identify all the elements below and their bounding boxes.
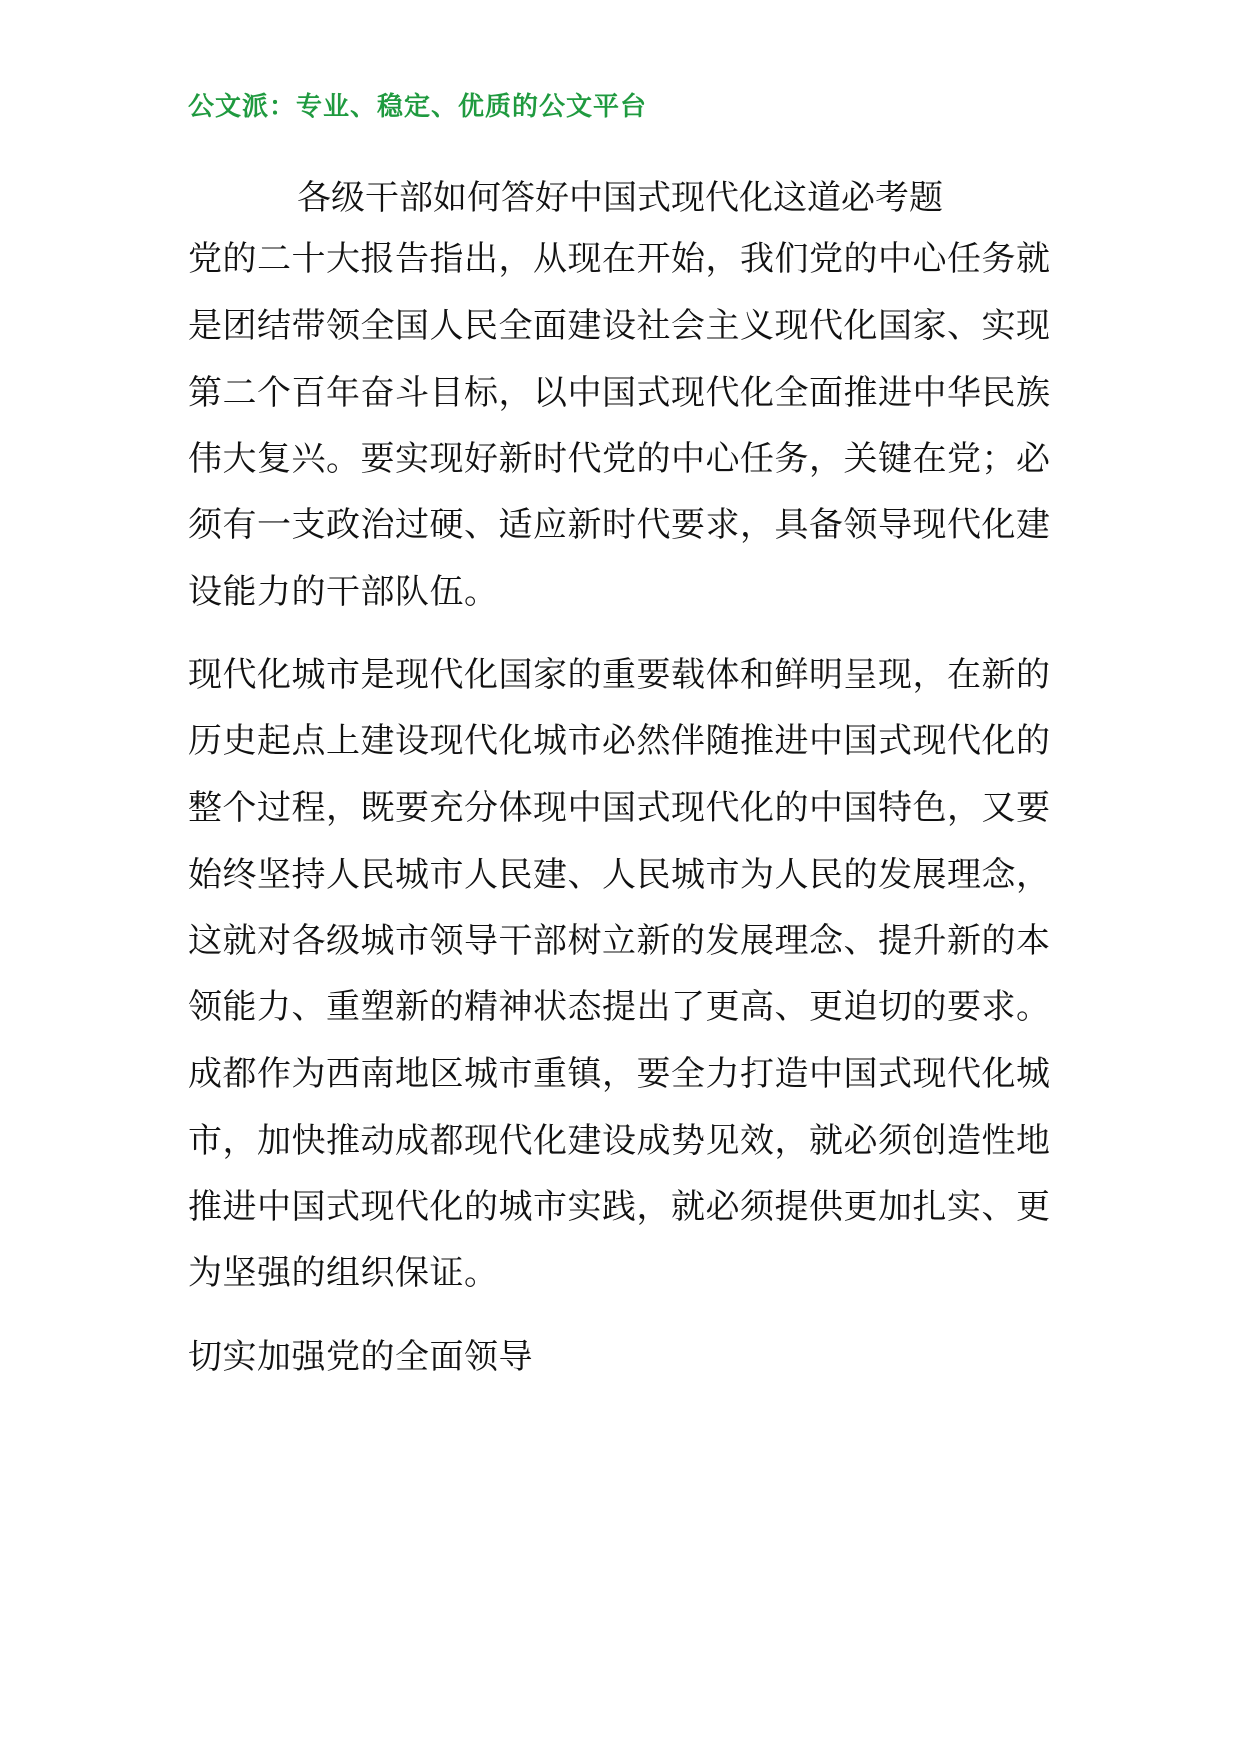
paragraph-line: 党的二十大报告指出，从现在开始，我们党的中心任务就 [188,239,1051,279]
paragraph-line: 现代化城市是现代化国家的重要载体和鲜明呈现，在新的 [188,655,1051,695]
paragraph-line: 须有一支政治过硬、适应新时代要求，具备领导现代化建 [188,505,1051,545]
paragraph-line: 领能力、重塑新的精神状态提出了更高、更迫切的要求。 [188,987,1051,1027]
paragraph-line: 历史起点上建设现代化城市必然伴随推进中国式现代化的 [188,721,1051,761]
paragraph-line: 这就对各级城市领导干部树立新的发展理念、提升新的本 [188,921,1051,961]
paragraph-line: 整个过程，既要充分体现中国式现代化的中国特色，又要 [188,788,1051,828]
paragraph-line: 成都作为西南地区城市重镇，要全力打造中国式现代化城 [188,1054,1051,1094]
paragraph-line: 第二个百年奋斗目标，以中国式现代化全面推进中华民族 [188,373,1051,413]
paragraph-line: 是团结带领全国人民全面建设社会主义现代化国家、实现 [188,306,1051,346]
section-heading: 切实加强党的全面领导 [188,1337,533,1377]
paragraph-line: 推进中国式现代化的城市实践，就必须提供更加扎实、更 [188,1187,1051,1227]
brand-header: 公文派：专业、稳定、优质的公文平台 [188,92,648,122]
paragraph-line: 始终坚持人民城市人民建、人民城市为人民的发展理念， [188,855,1051,895]
document-title: 各级干部如何答好中国式现代化这道必考题 [297,178,943,218]
paragraph-line: 设能力的干部队伍。 [188,572,499,612]
paragraph-line: 伟大复兴。要实现好新时代党的中心任务，关键在党；必 [188,439,1051,479]
paragraph-line: 为坚强的组织保证。 [188,1253,499,1293]
paragraph-line: 市，加快推动成都现代化建设成势见效，就必须创造性地 [188,1121,1051,1161]
